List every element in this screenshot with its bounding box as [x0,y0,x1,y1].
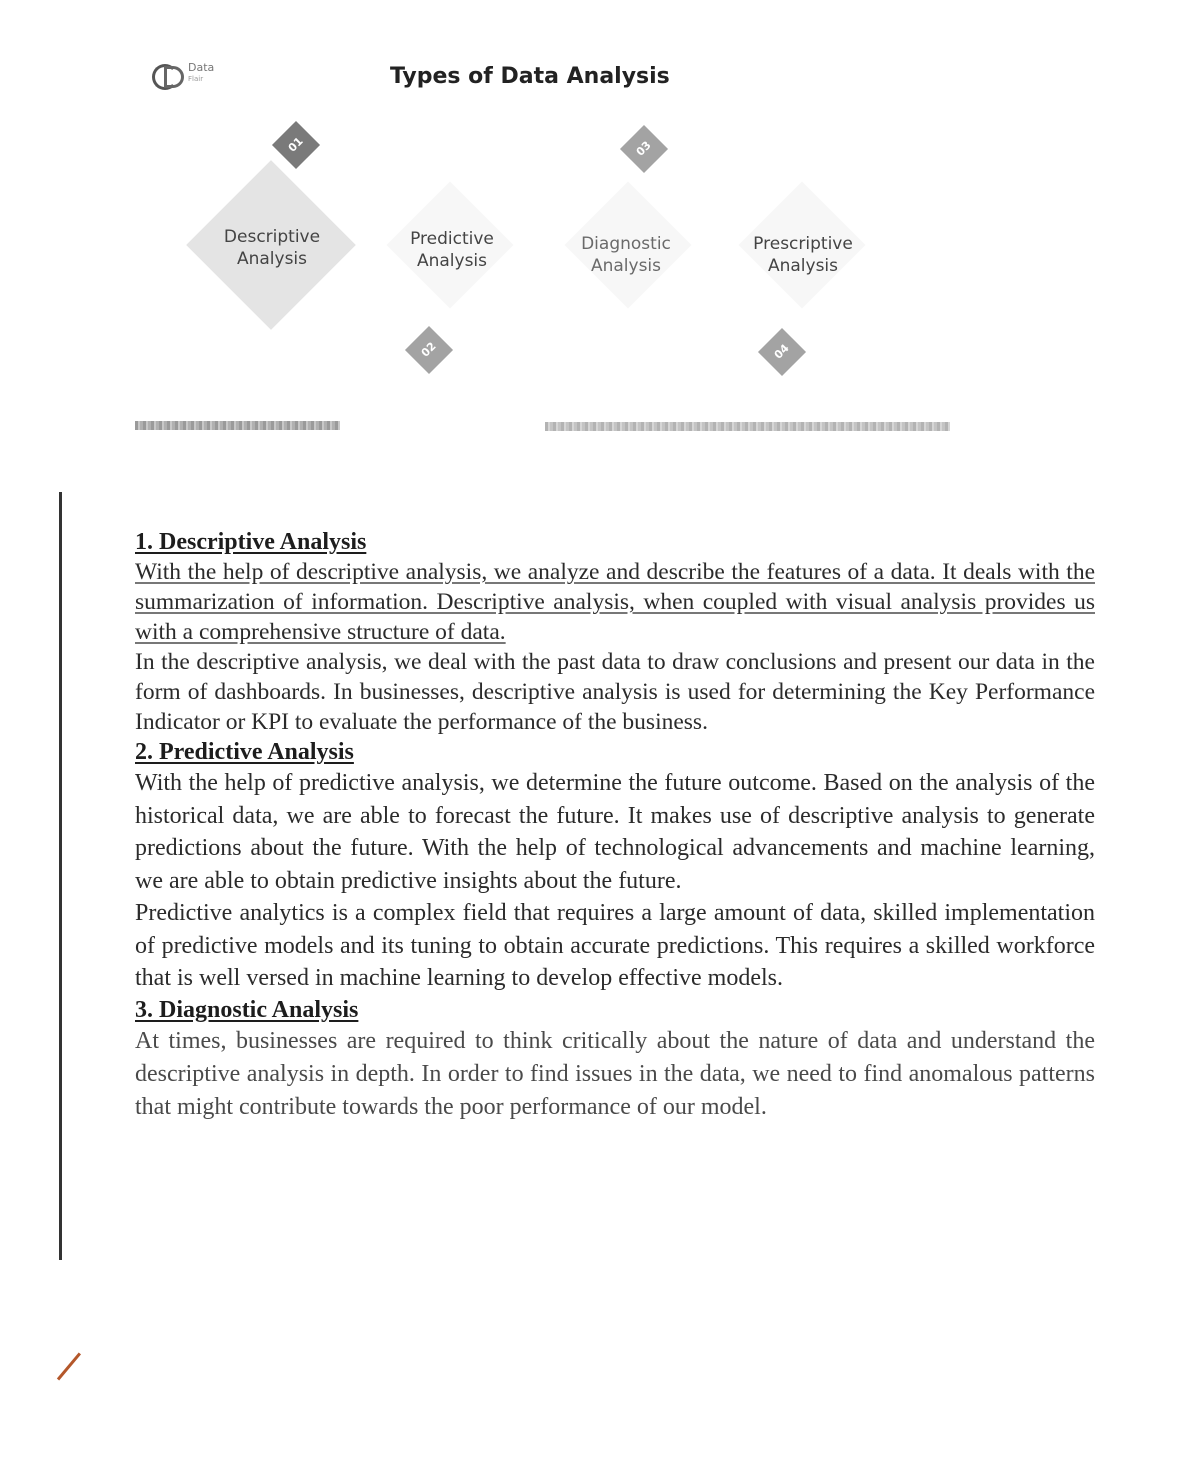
type-label-line: Prescriptive [753,234,853,254]
type-label-line: Analysis [767,256,839,276]
logo-subtext: Flair [188,75,204,83]
logo [152,62,232,92]
type-label-line: Descriptive [223,227,321,247]
section-paragraph: At times, businesses are required to think critically about the nature of data and understand the descriptive analysis in depth. In order to find issues in the data, we need to find anomalous patterns that might contribute towards the poor performance of our model. [135,1027,1095,1120]
badge-number: 01 [285,134,306,155]
article-body [135,527,1095,1124]
section-paragraph: With the help of descriptive analysis, we analyze and describe the features of a data. It deals with the summarization of information. Descriptive analysis, when coupled with visual analysis provides us with a comprehensive structure of data. [135,559,1095,645]
margin-line [59,492,62,1260]
badge-number: 02 [418,339,439,360]
badge-number: 04 [771,341,792,362]
badge-number: 03 [633,138,654,159]
section-paragraph: Predictive analytics is a complex field that requires a large amount of data, skilled implementation of predictive models and its tuning to obtain accurate predictions. This requires a skilled workforce that is well versed in machine learning to develop effective models. [135,900,1095,991]
section-descriptive [135,527,1095,737]
type-label-descriptive [212,226,332,270]
logo-text: Data [188,61,215,74]
section-heading: 1. Descriptive Analysis [135,529,367,555]
section-paragraph: With the help of predictive analysis, we determine the future outcome. Based on the analysis of the historical data, we are able to forecast the future. It makes use of descriptive analysis to generate predictions about the future. With the help of technological advancements and machine learning, we are able to obtain predictive insights about the future. [135,770,1095,894]
number-badge [272,121,320,169]
type-label-line: Analysis [236,249,308,269]
type-label-predictive [392,228,512,272]
section-predictive [135,737,1095,995]
type-label-line: Diagnostic [581,234,671,254]
number-badge [620,125,668,173]
section-diagnostic [135,995,1095,1124]
number-badge [758,328,806,376]
type-label-prescriptive [741,233,865,277]
page-title: Types of Data Analysis [390,64,670,89]
divider-stripe [135,421,340,430]
divider-stripe [545,422,950,431]
section-heading: 3. Diagnostic Analysis [135,996,359,1023]
type-label-diagnostic [566,233,686,277]
section-heading: 2. Predictive Analysis [135,739,354,765]
type-label-line: Analysis [590,256,662,276]
logo-icon-inner [164,66,184,88]
section-paragraph: In the descriptive analysis, we deal with the past data to draw conclusions and present our data in the form of dashboards. In businesses, descriptive analysis is used for determining the Key Performance Indicator or KPI to evaluate the performance of the business. [135,649,1095,735]
type-label-line: Analysis [416,251,488,271]
pen-mark [57,1352,81,1380]
type-label-line: Predictive [410,229,494,249]
number-badge [405,326,453,374]
